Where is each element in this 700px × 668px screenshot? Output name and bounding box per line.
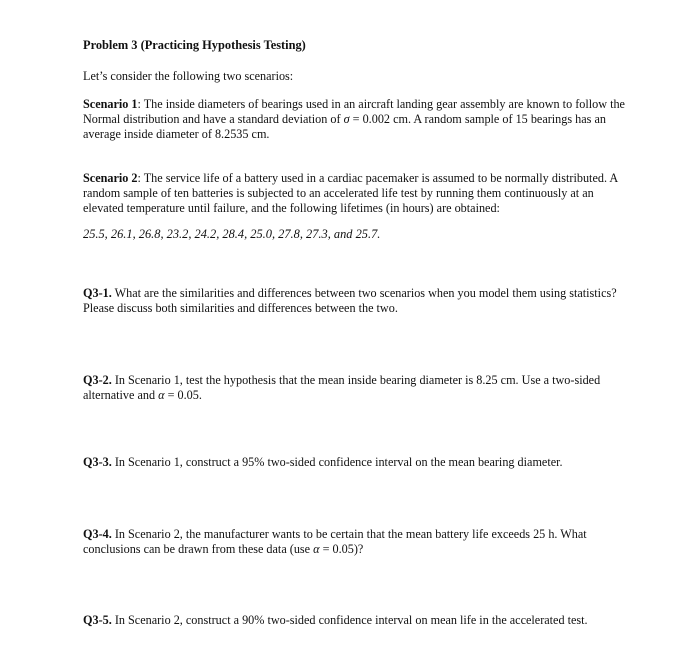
lifetimes-list: 25.5, 26.1, 26.8, 23.2, 24.2, 28.4, 25.0, 27.8, 27.3, and 25.7.: [83, 227, 381, 241]
alpha-symbol: α: [313, 542, 320, 556]
q3-5-text: In Scenario 2, construct a 90% two-sided confidence interval on mean life in the accelerated test.: [111, 613, 588, 627]
scenario-1-label: Scenario 1: [83, 97, 138, 111]
scenario-2-text: : The service life of a battery used in a cardiac pacemaker is assumed to be normally distributed. A random sample of ten batteries is subjected to an accelerated life test by running them continuously at an elevated temperature until failure, and the following lifetimes (in hours) are obtained:: [83, 171, 618, 215]
q3-4-text-after: )?: [353, 542, 364, 556]
scenario-1-text-before-sigma: : The inside diameters of bearings used in an aircraft landing gear assembly are known to follow the Normal distribution and have a standard deviation of: [83, 97, 625, 126]
q3-4-text-before: In Scenario 2, the manufacturer wants to be certain that the mean battery life exceeds 25 h. What conclusions can be drawn from these data (use: [83, 527, 587, 556]
alpha-symbol: α: [158, 388, 165, 402]
question-q3-4: [83, 527, 628, 557]
q3-1-text: What are the similarities and differences between two scenarios when you model them using statistics? Please discuss both similarities and differences between the two.: [83, 286, 617, 315]
q3-2-text-before: In Scenario 1, test the hypothesis that the mean inside bearing diameter is 8.25 cm. Use a two-sided alternative and: [83, 373, 601, 402]
scenario-1-paragraph: [83, 97, 628, 142]
question-q3-1: [83, 286, 628, 316]
question-q3-3: [83, 455, 628, 470]
q3-1-label: Q3-1.: [83, 286, 112, 300]
q3-3-label: Q3-3.: [83, 455, 112, 469]
sigma-symbol: σ: [343, 112, 350, 126]
intro-text: Let’s consider the following two scenarios:: [83, 69, 294, 83]
scenario-2-paragraph: [83, 171, 628, 216]
q3-3-text: In Scenario 1, construct a 95% two-sided confidence interval on the mean bearing diameter.: [111, 455, 563, 469]
q3-2-label: Q3-2.: [83, 373, 112, 387]
question-q3-2: [83, 373, 628, 403]
alpha-value: = 0.05: [164, 388, 199, 402]
sigma-value: = 0.002: [349, 112, 391, 126]
q3-2-text-after: .: [198, 388, 202, 402]
q3-4-label: Q3-4.: [83, 527, 112, 541]
scenario-2-label: Scenario 2: [83, 171, 138, 185]
question-q3-5: [83, 613, 628, 628]
problem-title: Problem 3 (Practicing Hypothesis Testing): [83, 38, 306, 52]
scenario-1-text-after-sigma: cm. A random sample of 15 bearings has an average inside diameter of 8.2535 cm.: [83, 112, 606, 141]
alpha-value: = 0.05: [319, 542, 354, 556]
q3-5-label: Q3-5.: [83, 613, 112, 627]
